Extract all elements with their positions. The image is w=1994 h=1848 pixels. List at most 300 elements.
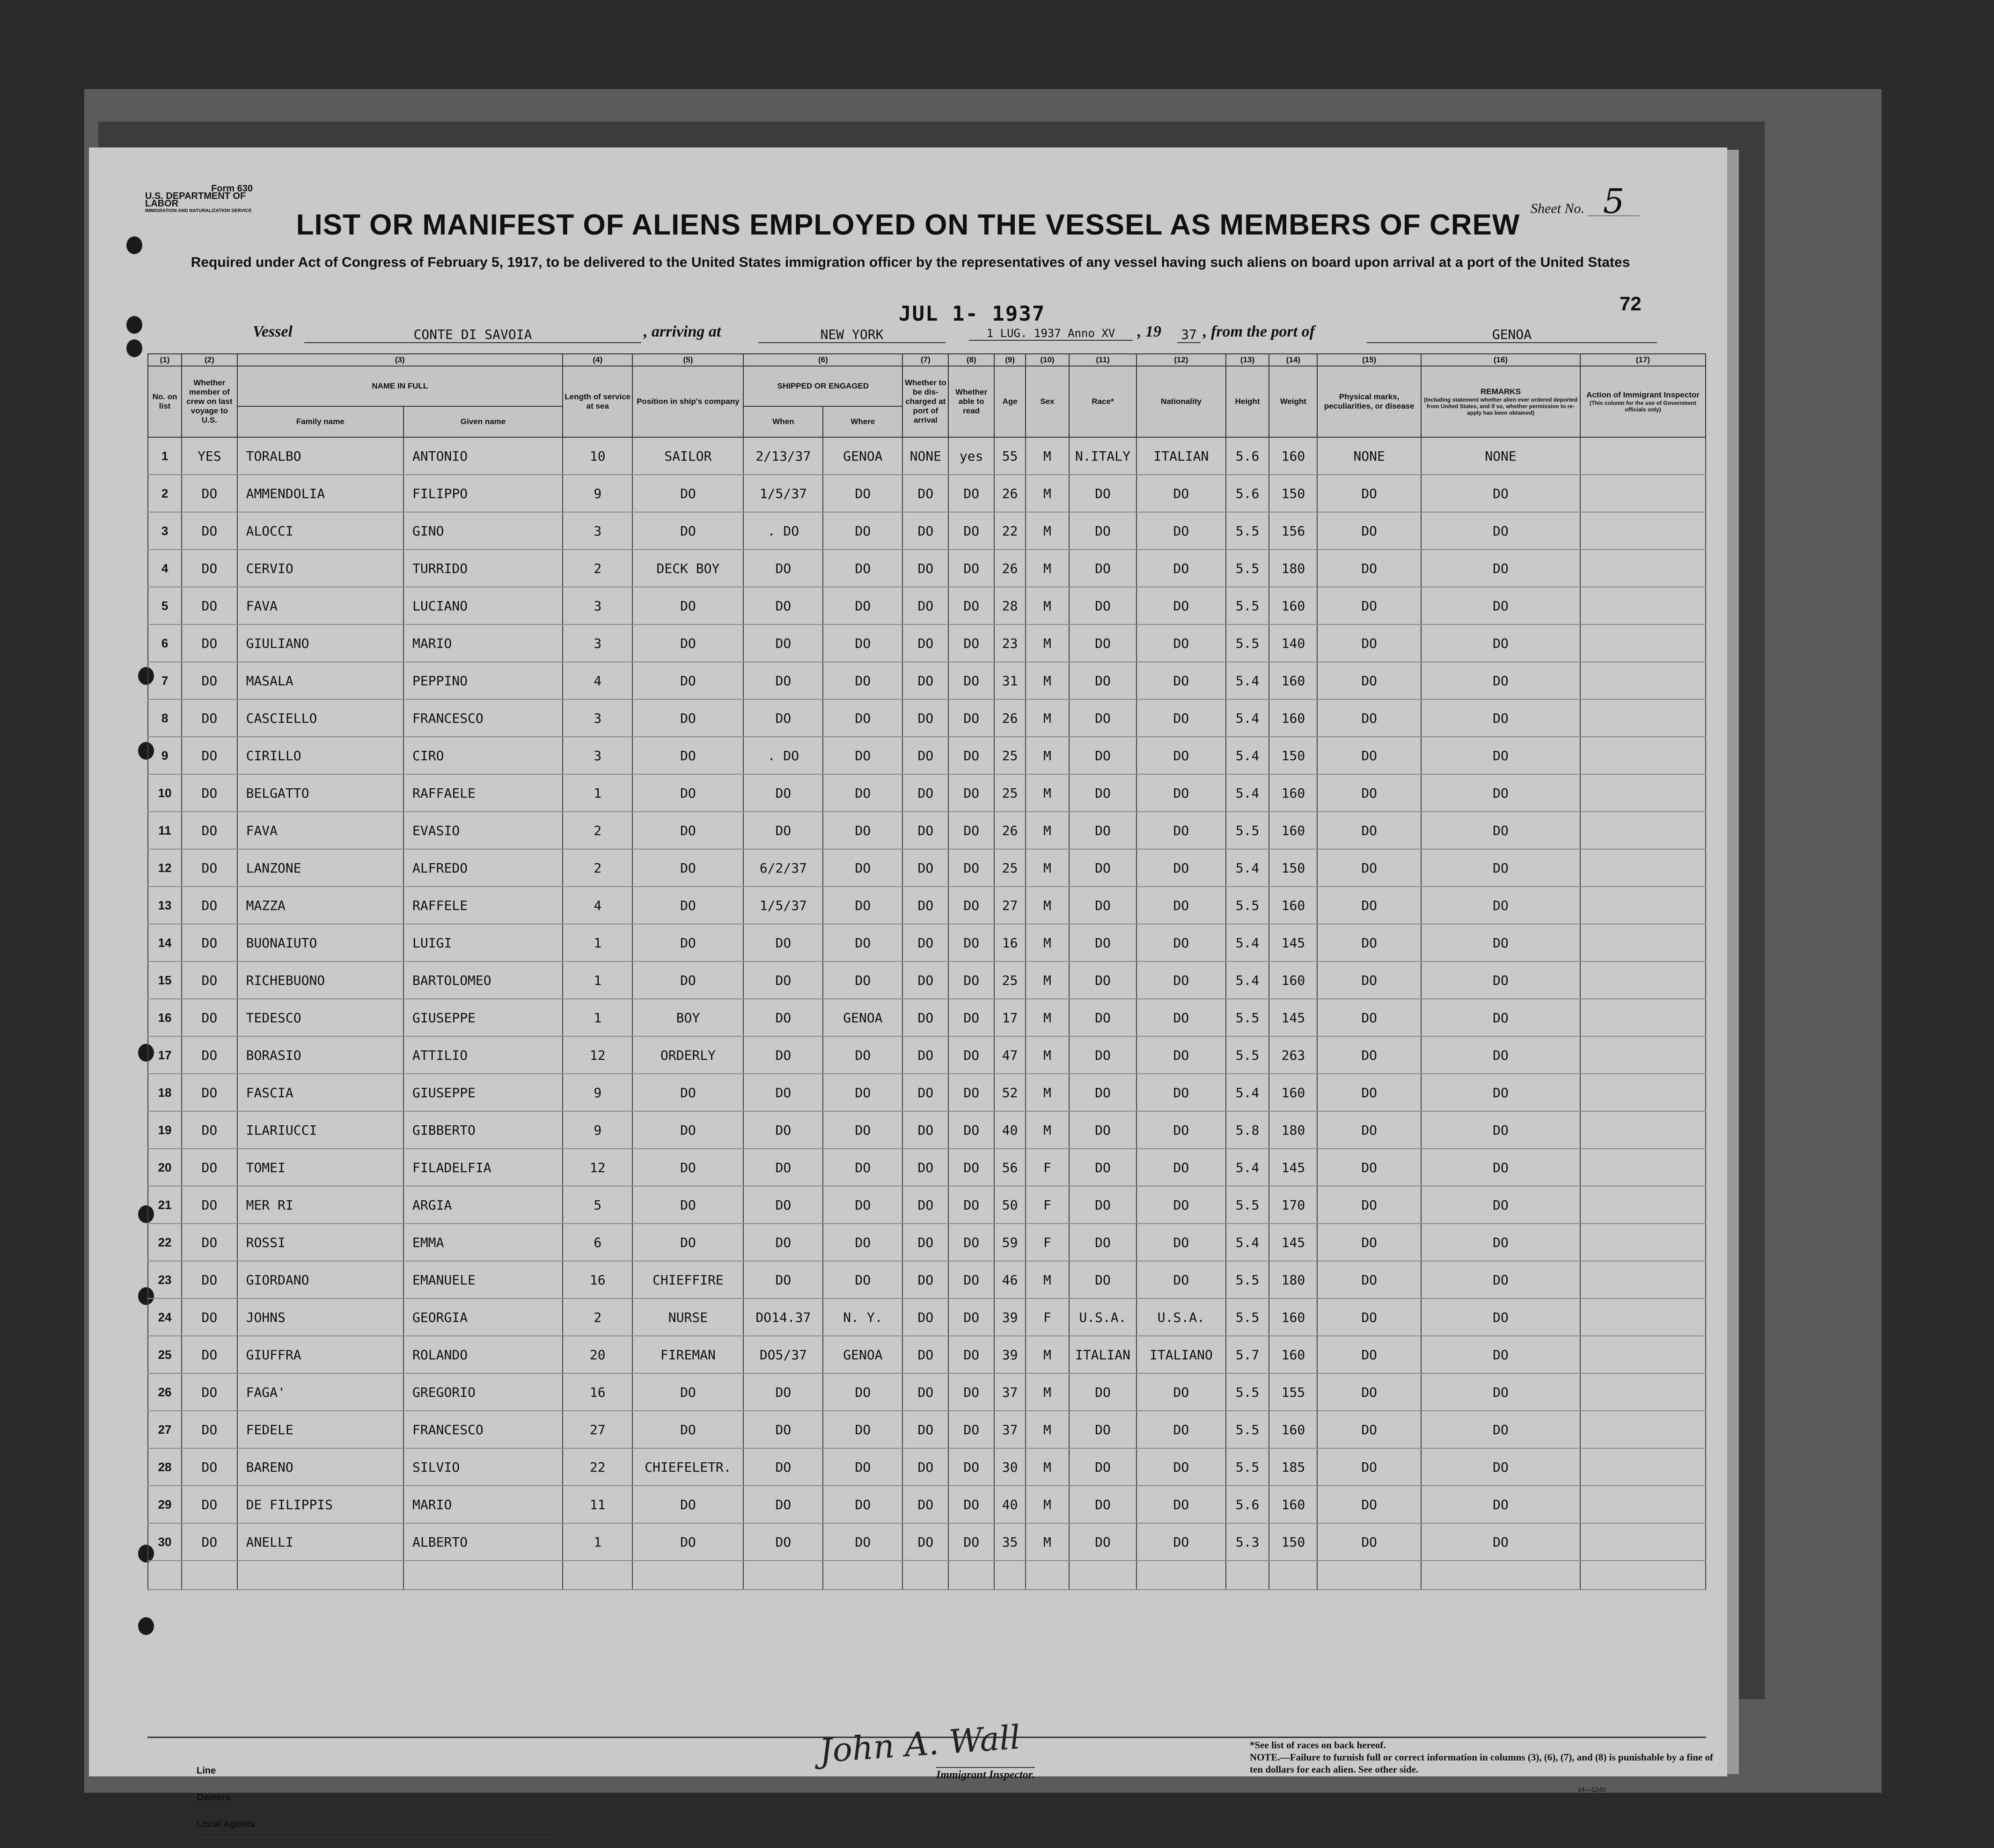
cell-shipped-where: DO — [823, 737, 902, 774]
blank-cell — [563, 1561, 632, 1590]
cell-nationality: DO — [1136, 1261, 1226, 1298]
cell-family-name: GIULIANO — [237, 624, 403, 662]
cell-able-to-read: DO — [948, 512, 994, 550]
cell-row-number: 23 — [148, 1261, 182, 1298]
arrival-port: NEW YORK — [758, 327, 946, 343]
cell-able-to-read: DO — [948, 1486, 994, 1523]
cell-position: DO — [632, 887, 743, 924]
table-row — [148, 1261, 1706, 1298]
table-row — [148, 550, 1706, 587]
cell-inspector-action — [1580, 812, 1706, 849]
cell-physical-marks: DO — [1317, 1336, 1421, 1373]
cell-remarks: DO — [1421, 512, 1580, 550]
cell-position: DO — [632, 961, 743, 999]
paper-edge — [1727, 150, 1739, 1774]
cell-weight: 150 — [1269, 849, 1317, 887]
cell-height: 5.3 — [1226, 1523, 1269, 1561]
cell-given-name: FRANCESCO — [403, 1411, 563, 1448]
cell-physical-marks: DO — [1317, 550, 1421, 587]
cell-shipped-when: DO14.37 — [743, 1298, 823, 1336]
cell-family-name: BUONAIUTO — [237, 924, 403, 961]
cell-sex: M — [1026, 699, 1069, 737]
header-row-numbers — [148, 354, 1706, 366]
cell-shipped-where: DO — [823, 1523, 902, 1561]
form-number: Form 630 — [211, 183, 253, 194]
cell-physical-marks: DO — [1317, 1074, 1421, 1111]
cell-shipped-when: DO — [743, 1036, 823, 1074]
cell-length-of-service: 4 — [563, 662, 632, 699]
cell-length-of-service: 3 — [563, 624, 632, 662]
cell-race: DO — [1069, 1111, 1136, 1149]
cell-remarks: DO — [1421, 999, 1580, 1036]
cell-inspector-action — [1580, 624, 1706, 662]
cell-given-name: GIUSEPPE — [403, 1074, 563, 1111]
cell-age: 23 — [994, 624, 1026, 662]
cell-length-of-service: 5 — [563, 1186, 632, 1224]
cell-discharged: DO — [902, 924, 948, 961]
cell-inspector-action — [1580, 961, 1706, 999]
cell-nationality: DO — [1136, 774, 1226, 812]
cell-physical-marks: DO — [1317, 774, 1421, 812]
cell-family-name: TOMEI — [237, 1149, 403, 1186]
cell-last-voyage: DO — [182, 662, 237, 699]
cell-physical-marks: DO — [1317, 624, 1421, 662]
cell-physical-marks: DO — [1317, 1186, 1421, 1224]
cell-shipped-where: DO — [823, 924, 902, 961]
cell-age: 17 — [994, 999, 1026, 1036]
cell-sex: F — [1026, 1149, 1069, 1186]
cell-sex: M — [1026, 924, 1069, 961]
cell-sex: M — [1026, 1074, 1069, 1111]
table-row — [148, 1298, 1706, 1336]
cell-weight: 145 — [1269, 1149, 1317, 1186]
col-17-number: (17) — [1580, 354, 1706, 366]
cell-able-to-read: DO — [948, 1036, 994, 1074]
cell-sex: F — [1026, 1186, 1069, 1224]
cell-shipped-when: DO5/37 — [743, 1336, 823, 1373]
cell-shipped-when: DO — [743, 1448, 823, 1486]
cell-race: DO — [1069, 587, 1136, 624]
col-16-number: (16) — [1421, 354, 1580, 366]
cell-age: 37 — [994, 1411, 1026, 1448]
cell-height: 5.4 — [1226, 1224, 1269, 1261]
cell-weight: 160 — [1269, 662, 1317, 699]
cell-family-name: RICHEBUONO — [237, 961, 403, 999]
cell-inspector-action — [1580, 1411, 1706, 1448]
cell-race: DO — [1069, 849, 1136, 887]
cell-shipped-where: DO — [823, 849, 902, 887]
header-row-titles — [148, 366, 1706, 406]
cell-remarks: DO — [1421, 1486, 1580, 1523]
blank-cell — [1421, 1561, 1580, 1590]
table-row — [148, 1523, 1706, 1561]
cell-weight: 263 — [1269, 1036, 1317, 1074]
cell-shipped-where: GENOA — [823, 999, 902, 1036]
cell-weight: 180 — [1269, 1261, 1317, 1298]
cell-position: CHIEFELETR. — [632, 1448, 743, 1486]
cell-height: 5.6 — [1226, 1486, 1269, 1523]
cell-row-number: 6 — [148, 624, 182, 662]
cell-shipped-when: 2/13/37 — [743, 437, 823, 475]
cell-discharged: DO — [902, 1261, 948, 1298]
cell-physical-marks: DO — [1317, 1411, 1421, 1448]
cell-inspector-action — [1580, 774, 1706, 812]
cell-family-name: LANZONE — [237, 849, 403, 887]
cell-shipped-where: GENOA — [823, 1336, 902, 1373]
cell-position: DO — [632, 812, 743, 849]
cell-physical-marks: DO — [1317, 737, 1421, 774]
cell-age: 50 — [994, 1186, 1026, 1224]
punch-hole — [126, 339, 142, 357]
cell-remarks: DO — [1421, 1111, 1580, 1149]
cell-last-voyage: DO — [182, 1149, 237, 1186]
blank-cell — [403, 1561, 563, 1590]
cell-shipped-when: DO — [743, 1486, 823, 1523]
cell-family-name: GIORDANO — [237, 1261, 403, 1298]
table-row — [148, 1336, 1706, 1373]
cell-shipped-where: DO — [823, 587, 902, 624]
cell-length-of-service: 9 — [563, 1074, 632, 1111]
cell-family-name: GIUFFRA — [237, 1336, 403, 1373]
blank-cell — [1136, 1561, 1226, 1590]
cell-age: 27 — [994, 887, 1026, 924]
cell-remarks: DO — [1421, 887, 1580, 924]
cell-nationality: DO — [1136, 849, 1226, 887]
cell-sex: M — [1026, 624, 1069, 662]
cell-row-number: 18 — [148, 1074, 182, 1111]
cell-discharged: DO — [902, 699, 948, 737]
cell-discharged: DO — [902, 1036, 948, 1074]
cell-family-name: MAZZA — [237, 887, 403, 924]
cell-weight: 150 — [1269, 737, 1317, 774]
cell-inspector-action — [1580, 1261, 1706, 1298]
cell-nationality: DO — [1136, 550, 1226, 587]
cell-able-to-read: DO — [948, 1111, 994, 1149]
cell-sex: M — [1026, 1036, 1069, 1074]
cell-row-number: 5 — [148, 587, 182, 624]
cell-discharged: DO — [902, 961, 948, 999]
cell-position: BOY — [632, 999, 743, 1036]
cell-discharged: DO — [902, 1298, 948, 1336]
cell-nationality: DO — [1136, 699, 1226, 737]
cell-last-voyage: DO — [182, 1186, 237, 1224]
cell-remarks: DO — [1421, 849, 1580, 887]
col-header-physical-marks: Physical marks, peculiarities, or disease — [1317, 366, 1421, 437]
cell-shipped-when: . DO — [743, 737, 823, 774]
cell-last-voyage: DO — [182, 512, 237, 550]
table-row — [148, 999, 1706, 1036]
cell-race: DO — [1069, 624, 1136, 662]
col-header-remarks — [1421, 366, 1580, 437]
cell-age: 26 — [994, 699, 1026, 737]
cell-remarks: DO — [1421, 924, 1580, 961]
cell-able-to-read: DO — [948, 1523, 994, 1561]
cell-row-number: 10 — [148, 774, 182, 812]
cell-weight: 160 — [1269, 587, 1317, 624]
cell-race: DO — [1069, 887, 1136, 924]
cell-age: 40 — [994, 1111, 1026, 1149]
cell-position: DO — [632, 1186, 743, 1224]
table-row — [148, 961, 1706, 999]
cell-race: DO — [1069, 1149, 1136, 1186]
cell-shipped-when: 1/5/37 — [743, 887, 823, 924]
cell-position: CHIEFFIRE — [632, 1261, 743, 1298]
col-3-number: (3) — [237, 354, 563, 366]
cell-family-name: CERVIO — [237, 550, 403, 587]
cell-remarks: DO — [1421, 1373, 1580, 1411]
cell-last-voyage: DO — [182, 1036, 237, 1074]
footer-fields — [197, 1758, 552, 1838]
cell-height: 5.4 — [1226, 924, 1269, 961]
cell-height: 5.5 — [1226, 624, 1269, 662]
cell-physical-marks: DO — [1317, 662, 1421, 699]
cell-weight: 160 — [1269, 1486, 1317, 1523]
cell-race: DO — [1069, 961, 1136, 999]
cell-remarks: DO — [1421, 624, 1580, 662]
vessel-name: CONTE DI SAVOIA — [304, 327, 641, 343]
cell-able-to-read: DO — [948, 699, 994, 737]
cell-height: 5.5 — [1226, 1411, 1269, 1448]
cell-shipped-where: DO — [823, 1373, 902, 1411]
cell-shipped-when: DO — [743, 774, 823, 812]
cell-position: DO — [632, 849, 743, 887]
cell-given-name: ROLANDO — [403, 1336, 563, 1373]
cell-given-name: ALFREDO — [403, 849, 563, 887]
cell-able-to-read: DO — [948, 1074, 994, 1111]
cell-inspector-action — [1580, 924, 1706, 961]
year-prefix: , 19 — [1137, 323, 1161, 340]
cell-nationality: DO — [1136, 1074, 1226, 1111]
departure-port: GENOA — [1367, 327, 1657, 343]
cell-weight: 160 — [1269, 887, 1317, 924]
col-header-nationality: Nationality — [1136, 366, 1226, 437]
cell-discharged: DO — [902, 1186, 948, 1224]
cell-length-of-service: 9 — [563, 1111, 632, 1149]
cell-given-name: GEORGIA — [403, 1298, 563, 1336]
cell-shipped-where: N. Y. — [823, 1298, 902, 1336]
cell-physical-marks: DO — [1317, 1298, 1421, 1336]
cell-nationality: DO — [1136, 1186, 1226, 1224]
blank-cell — [1580, 1561, 1706, 1590]
cell-nationality: DO — [1136, 1486, 1226, 1523]
cell-given-name: EVASIO — [403, 812, 563, 849]
cell-able-to-read: DO — [948, 624, 994, 662]
cell-family-name: DE FILIPPIS — [237, 1486, 403, 1523]
blank-cell — [1069, 1561, 1136, 1590]
cell-able-to-read: DO — [948, 550, 994, 587]
cell-inspector-action — [1580, 1336, 1706, 1373]
cell-nationality: DO — [1136, 587, 1226, 624]
cell-inspector-action — [1580, 999, 1706, 1036]
cell-sex: M — [1026, 1411, 1069, 1448]
cell-physical-marks: DO — [1317, 1373, 1421, 1411]
cell-nationality: DO — [1136, 1149, 1226, 1186]
cell-inspector-action — [1580, 1074, 1706, 1111]
cell-inspector-action — [1580, 437, 1706, 475]
cell-length-of-service: 10 — [563, 437, 632, 475]
cell-age: 26 — [994, 550, 1026, 587]
cell-sex: M — [1026, 512, 1069, 550]
cell-remarks: DO — [1421, 1224, 1580, 1261]
cell-age: 31 — [994, 662, 1026, 699]
col-11-number: (11) — [1069, 354, 1136, 366]
cell-given-name: RAFFAELE — [403, 774, 563, 812]
cell-able-to-read: DO — [948, 849, 994, 887]
cell-race: DO — [1069, 1523, 1136, 1561]
cell-physical-marks: DO — [1317, 887, 1421, 924]
cell-nationality: DO — [1136, 1411, 1226, 1448]
sheet-number-label: Sheet No. — [1531, 201, 1584, 216]
col-14-number: (14) — [1269, 354, 1317, 366]
cell-weight: 160 — [1269, 1336, 1317, 1373]
cell-able-to-read: DO — [948, 1224, 994, 1261]
cell-given-name: GIBBERTO — [403, 1111, 563, 1149]
cell-weight: 160 — [1269, 1411, 1317, 1448]
table-row — [148, 624, 1706, 662]
cell-shipped-where: DO — [823, 1149, 902, 1186]
cell-row-number: 29 — [148, 1486, 182, 1523]
cell-position: FIREMAN — [632, 1336, 743, 1373]
cell-physical-marks: DO — [1317, 1224, 1421, 1261]
cell-last-voyage: DO — [182, 587, 237, 624]
table-row — [148, 512, 1706, 550]
cell-able-to-read: DO — [948, 587, 994, 624]
arrival-date-stamp: JUL 1- 1937 — [899, 302, 1046, 326]
cell-row-number: 19 — [148, 1111, 182, 1149]
cell-position: DO — [632, 587, 743, 624]
cell-length-of-service: 1 — [563, 774, 632, 812]
cell-physical-marks: DO — [1317, 1261, 1421, 1298]
cell-sex: F — [1026, 1298, 1069, 1336]
cell-given-name: EMMA — [403, 1224, 563, 1261]
local-agents-field: Local Agents — [197, 1811, 552, 1838]
cell-physical-marks: DO — [1317, 1486, 1421, 1523]
cell-length-of-service: 12 — [563, 1149, 632, 1186]
line-field: Line — [197, 1758, 552, 1784]
col-header-length-of-service: Length of service at sea — [563, 366, 632, 437]
cell-row-number: 28 — [148, 1448, 182, 1486]
cell-shipped-when: DO — [743, 1111, 823, 1149]
cell-age: 56 — [994, 1149, 1026, 1186]
cell-sex: M — [1026, 1261, 1069, 1298]
table-row — [148, 924, 1706, 961]
cell-given-name: GIUSEPPE — [403, 999, 563, 1036]
cell-shipped-when: DO — [743, 1373, 823, 1411]
cell-position: DO — [632, 624, 743, 662]
cell-sex: M — [1026, 1523, 1069, 1561]
cell-family-name: FAGA' — [237, 1373, 403, 1411]
cell-given-name: SILVIO — [403, 1448, 563, 1486]
cell-last-voyage: DO — [182, 1523, 237, 1561]
cell-discharged: DO — [902, 662, 948, 699]
cell-age: 55 — [994, 437, 1026, 475]
cell-discharged: DO — [902, 1523, 948, 1561]
cell-age: 26 — [994, 812, 1026, 849]
cell-physical-marks: DO — [1317, 587, 1421, 624]
cell-sex: M — [1026, 1111, 1069, 1149]
cell-shipped-where: DO — [823, 662, 902, 699]
cell-weight: 160 — [1269, 437, 1317, 475]
cell-position: DO — [632, 1411, 743, 1448]
col-header-race: Race* — [1069, 366, 1136, 437]
col-header-height: Height — [1226, 366, 1269, 437]
cell-remarks: DO — [1421, 1186, 1580, 1224]
cell-family-name: BELGATTO — [237, 774, 403, 812]
cell-position: DO — [632, 737, 743, 774]
cell-remarks: DO — [1421, 1036, 1580, 1074]
from-port-label: , from the port of — [1203, 323, 1315, 340]
cell-given-name: GREGORIO — [403, 1373, 563, 1411]
col-15-number: (15) — [1317, 354, 1421, 366]
col-header-able-to-read: Whether able to read — [948, 366, 994, 437]
cell-height: 5.6 — [1226, 437, 1269, 475]
cell-able-to-read: DO — [948, 1149, 994, 1186]
cell-family-name: TORALBO — [237, 437, 403, 475]
cell-position: DO — [632, 1486, 743, 1523]
blank-cell — [823, 1561, 902, 1590]
cell-nationality: DO — [1136, 999, 1226, 1036]
cell-age: 47 — [994, 1036, 1026, 1074]
punch-hole — [138, 1617, 154, 1635]
sheet-number-value: 5 — [1588, 187, 1639, 216]
table-row — [148, 1448, 1706, 1486]
table-row — [148, 737, 1706, 774]
cell-shipped-when: DO — [743, 1523, 823, 1561]
cell-race: DO — [1069, 1261, 1136, 1298]
cell-able-to-read: DO — [948, 1373, 994, 1411]
cell-inspector-action — [1580, 1036, 1706, 1074]
col-1-number: (1) — [148, 354, 182, 366]
cell-sex: F — [1026, 1224, 1069, 1261]
cell-nationality: ITALIANO — [1136, 1336, 1226, 1373]
cell-position: DO — [632, 1224, 743, 1261]
cell-age: 22 — [994, 512, 1026, 550]
cell-able-to-read: DO — [948, 1411, 994, 1448]
cell-weight: 145 — [1269, 1224, 1317, 1261]
cell-sex: M — [1026, 662, 1069, 699]
cell-length-of-service: 1 — [563, 924, 632, 961]
cell-family-name: FASCIA — [237, 1074, 403, 1111]
cell-row-number: 21 — [148, 1186, 182, 1224]
col-header-where: Where — [823, 406, 902, 437]
cell-position: DO — [632, 1111, 743, 1149]
table-row — [148, 1074, 1706, 1111]
cell-weight: 145 — [1269, 999, 1317, 1036]
cell-length-of-service: 2 — [563, 550, 632, 587]
cell-discharged: DO — [902, 849, 948, 887]
cell-inspector-action — [1580, 1224, 1706, 1261]
cell-length-of-service: 1 — [563, 1523, 632, 1561]
table-row — [148, 1411, 1706, 1448]
punch-hole — [126, 316, 142, 334]
cell-physical-marks: DO — [1317, 1036, 1421, 1074]
cell-height: 5.4 — [1226, 1149, 1269, 1186]
cell-inspector-action — [1580, 1486, 1706, 1523]
cell-remarks: DO — [1421, 587, 1580, 624]
cell-length-of-service: 27 — [563, 1411, 632, 1448]
cell-height: 5.5 — [1226, 1373, 1269, 1411]
cell-nationality: DO — [1136, 1523, 1226, 1561]
cell-given-name: ATTILIO — [403, 1036, 563, 1074]
cell-length-of-service: 3 — [563, 587, 632, 624]
cell-inspector-action — [1580, 1111, 1706, 1149]
cell-height: 5.5 — [1226, 1036, 1269, 1074]
cell-able-to-read: DO — [948, 887, 994, 924]
cell-last-voyage: DO — [182, 1224, 237, 1261]
col-13-number: (13) — [1226, 354, 1269, 366]
cell-race: DO — [1069, 737, 1136, 774]
table-row — [148, 437, 1706, 475]
